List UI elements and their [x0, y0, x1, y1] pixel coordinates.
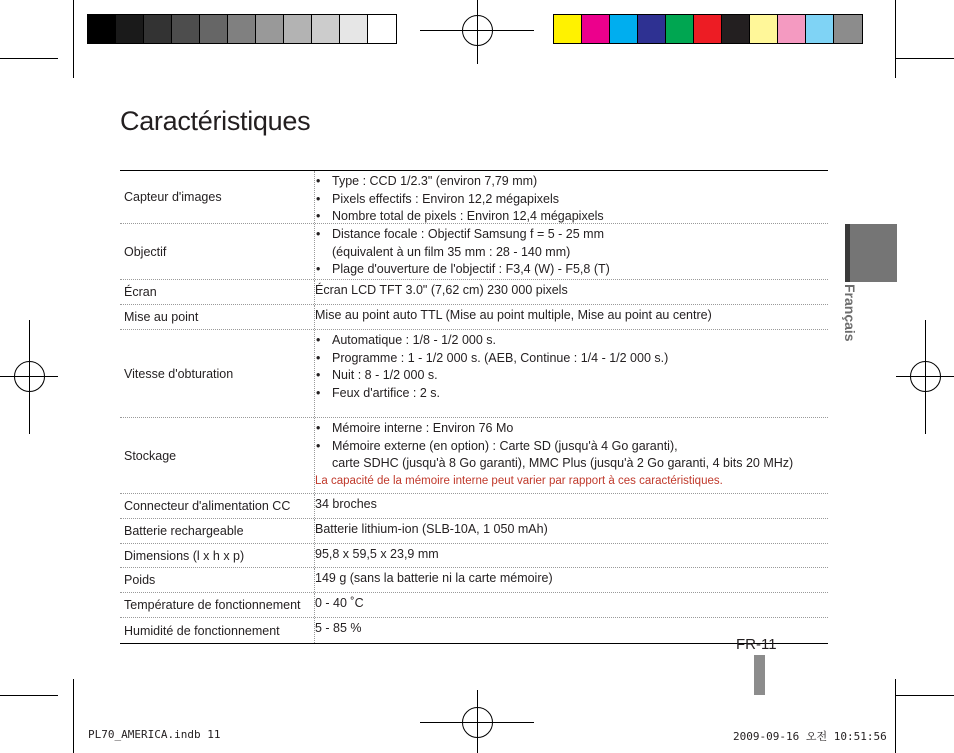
spec-table [120, 170, 828, 644]
spec-label: Température de fonctionnement [124, 598, 301, 612]
spec-row [120, 224, 828, 280]
spec-text: 0 - 40 ˚C [315, 596, 364, 610]
grayscale-swatch [228, 15, 256, 43]
spec-text: 5 - 85 % [315, 621, 362, 635]
grayscale-swatch [200, 15, 228, 43]
grayscale-swatch [340, 15, 368, 43]
page-title: Caractéristiques [120, 106, 311, 136]
grayscale-swatch [88, 15, 116, 43]
grayscale-swatch [312, 15, 340, 43]
spec-item: • Mémoire interne : Environ 76 Mo [315, 420, 828, 438]
page-number: FR-11 [736, 636, 777, 653]
color-swatch [722, 15, 750, 43]
spec-item: • Automatique : 1/8 - 1/2 000 s. [315, 332, 828, 350]
spec-value [314, 544, 828, 567]
color-swatch [666, 15, 694, 43]
spec-row [120, 593, 828, 618]
spec-item: • Programme : 1 - 1/2 000 s. (AEB, Continue : 1/4 - 1/2 000 s.) [315, 350, 828, 368]
grayscale-swatch [116, 15, 144, 43]
color-bar [553, 14, 863, 44]
color-swatch [778, 15, 806, 43]
spec-note: La capacité de la mémoire interne peut varier par rapport à ces caractéristiques. [315, 474, 723, 487]
spec-row [120, 330, 828, 418]
grayscale-swatch [256, 15, 284, 43]
spec-value [314, 593, 828, 617]
spec-value [314, 305, 828, 329]
spec-text: 34 broches [315, 497, 377, 511]
spec-item: • Feux d'artifice : 2 s. [315, 385, 828, 403]
color-swatch [750, 15, 778, 43]
spec-value [314, 280, 828, 304]
spec-label: Stockage [124, 448, 177, 463]
slug-file: PL70_AMERICA.indb 11 [88, 728, 221, 741]
grayscale-swatch [172, 15, 200, 43]
spec-item: • Mémoire externe (en option) : Carte SD (jusqu'à 4 Go garanti), [315, 438, 828, 456]
spec-row [120, 305, 828, 330]
spec-text: Mise au point auto TTL (Mise au point multiple, Mise au point au centre) [315, 308, 712, 322]
spec-label: Dimensions (l x h x p) [124, 548, 245, 563]
spec-row [120, 280, 828, 305]
spec-label: Connecteur d'alimentation CC [124, 499, 291, 513]
language-tab-label: Français [842, 284, 858, 342]
page-marker [754, 655, 765, 695]
language-tab-label-wrap [840, 284, 860, 354]
spec-item: • Type : CCD 1/2.3" (environ 7,79 mm) [315, 173, 828, 191]
spec-item: • Distance focale : Objectif Samsung f = 5 - 25 mm [315, 226, 828, 244]
spec-row [120, 568, 828, 593]
color-swatch [834, 15, 862, 43]
spec-text: 95,8 x 59,5 x 23,9 mm [315, 547, 439, 561]
spec-row [120, 418, 828, 494]
spec-label: Humidité de fonctionnement [124, 623, 280, 638]
spec-label: Écran [124, 285, 157, 299]
spec-label: Vitesse d'obturation [124, 366, 234, 381]
spec-label: Objectif [124, 244, 167, 259]
color-swatch [554, 15, 582, 43]
spec-value [314, 494, 828, 518]
spec-value [314, 519, 828, 543]
color-swatch [582, 15, 610, 43]
spec-item: • Pixels effectifs : Environ 12,2 mégapixels [315, 191, 828, 209]
spec-item: • Nuit : 8 - 1/2 000 s. [315, 367, 828, 385]
spec-item: carte SDHC (jusqu'à 8 Go garanti), MMC Plus (jusqu'à 2 Go garanti, 4 bits 20 MHz) [332, 456, 794, 470]
language-tab-stripe [845, 224, 850, 282]
spec-value [314, 418, 828, 493]
spec-row [120, 171, 828, 224]
grayscale-swatch [368, 15, 396, 43]
spec-value [314, 568, 828, 592]
spec-item: • Plage d'ouverture de l'objectif : F3,4 (W) - F5,8 (T) [315, 261, 828, 279]
spec-row [120, 618, 828, 643]
spec-text: Batterie lithium-ion (SLB-10A, 1 050 mAh) [315, 522, 548, 536]
grayscale-bar [87, 14, 397, 44]
color-swatch [694, 15, 722, 43]
spec-value [314, 171, 828, 223]
color-swatch [806, 15, 834, 43]
spec-row [120, 494, 828, 519]
grayscale-swatch [144, 15, 172, 43]
color-swatch [638, 15, 666, 43]
spec-label: Capteur d'images [124, 190, 222, 204]
spec-value [314, 330, 828, 417]
spec-label: Poids [124, 573, 156, 587]
grayscale-swatch [284, 15, 312, 43]
spec-value [314, 224, 828, 279]
color-swatch [610, 15, 638, 43]
spec-item: • Nombre total de pixels : Environ 12,4 mégapixels [315, 208, 828, 226]
spec-text: 149 g (sans la batterie ni la carte mémoire) [315, 571, 553, 585]
slug-timestamp: 2009-09-16 오전 10:51:56 [733, 730, 887, 743]
language-tab [845, 224, 897, 282]
spec-row [120, 519, 828, 544]
spec-text: Écran LCD TFT 3.0" (7,62 cm) 230 000 pixels [315, 283, 568, 297]
spec-item: (équivalent à un film 35 mm : 28 - 140 mm) [332, 244, 571, 259]
spec-row [120, 544, 828, 568]
spec-label: Mise au point [124, 310, 199, 324]
spec-label: Batterie rechargeable [124, 524, 244, 538]
